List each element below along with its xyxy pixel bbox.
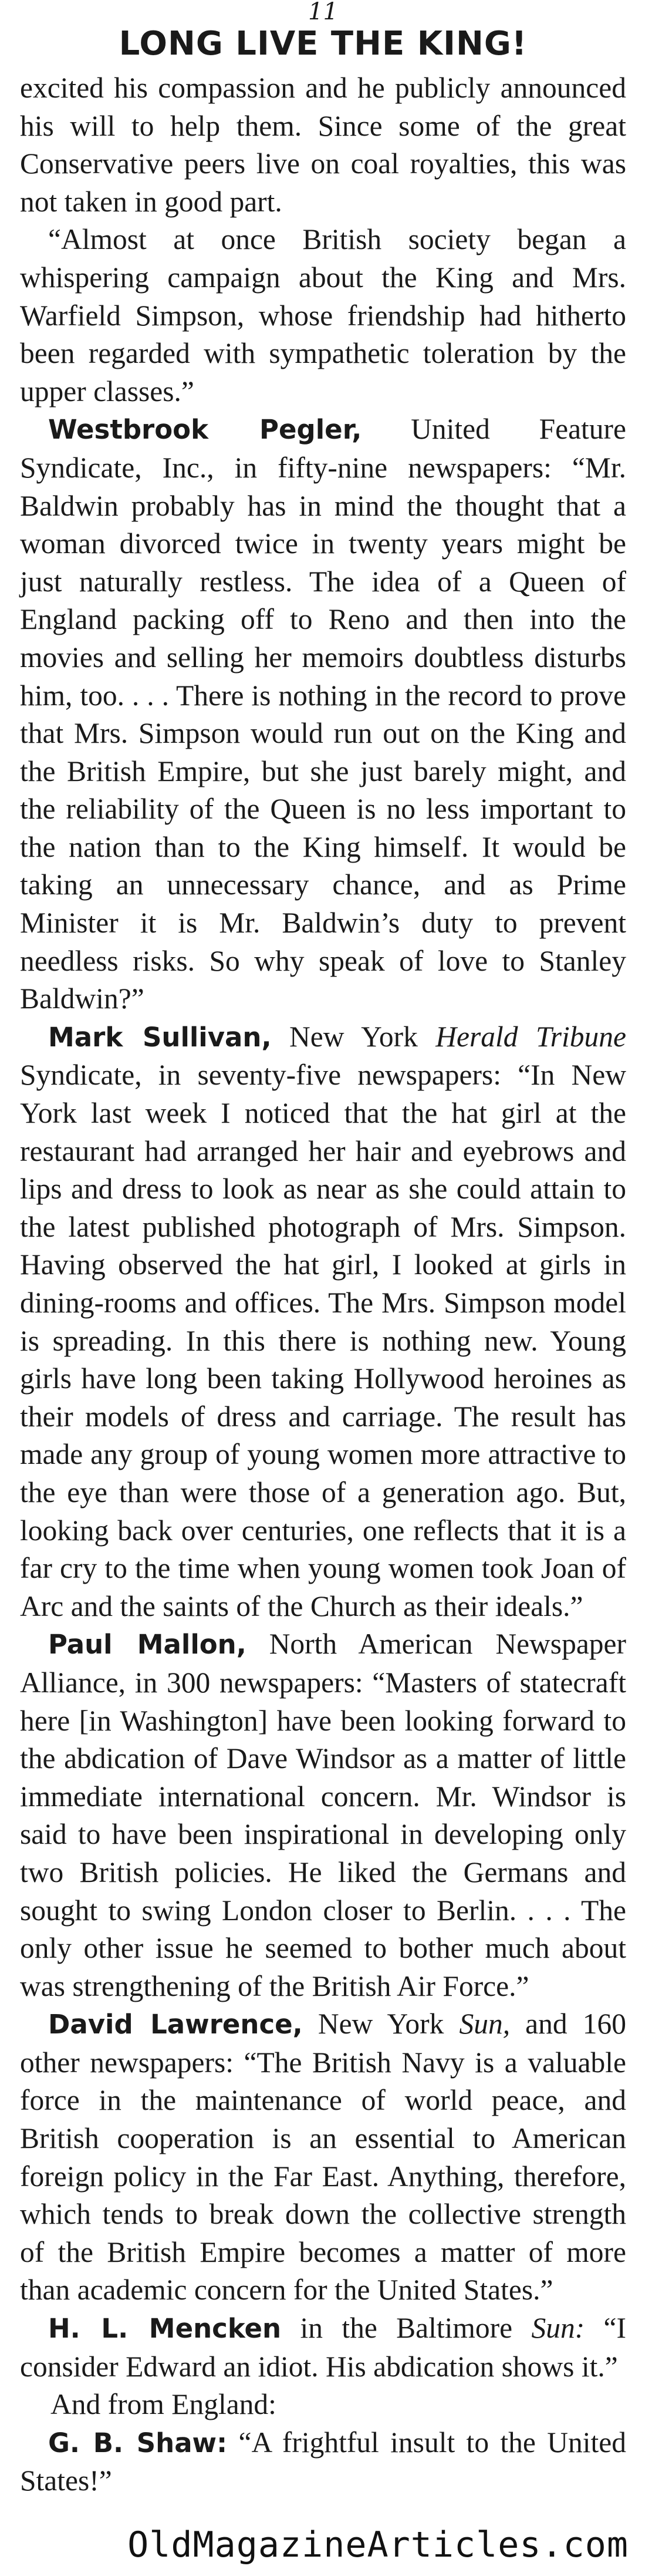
paragraph-continuation: [20, 69, 626, 221]
paragraph-text: And from England:: [50, 2388, 276, 2421]
speaker-name-lawrence: David Lawrence,: [48, 2009, 303, 2040]
paragraph-text: “A frightful insult to the United States!”: [20, 2426, 626, 2497]
paragraph-text: “Almost at once British society began a whispering campaign about the King and Mrs. Warfield Simpson, whose friendship had hitherto been regarded with sympathetic toleration by the upper classes.”: [20, 223, 626, 408]
paragraph-text-before: New York: [302, 2008, 460, 2040]
paragraph-text: North American Newspaper Alliance, in 300 newspapers: “Masters of statecraft here [in Washington] have been looking forward to the abdication of Dave Windsor as a matter of little immediate international concern. Mr. Windsor is said to have been inspirational in developing only two British policies. He liked the Germans and sought to swing London closer to Berlin. . . . The only other issue he seemed to bother much about was strengthening of the British Air Force.”: [20, 1628, 626, 2002]
paragraph-sullivan: [20, 1018, 626, 1626]
article-headline: LONG LIVE THE KING!: [119, 25, 528, 63]
paragraph-intro-england: [50, 2386, 626, 2424]
paragraph-text-before: New York: [271, 1020, 436, 1053]
speaker-name-mencken: H. L. Mencken: [48, 2313, 282, 2345]
paragraph-text: excited his compassion and he publicly announced his will to help them. Since some of the great Conservative peers live on coal royalties, this was not taken in good part.: [20, 72, 626, 218]
paragraph-text: Syndicate, in seventy-five newspapers: “In New York last week I noticed that the hat girl at the restaurant had arranged her hair and eyebrows and lips and dress to look as near as she could attain to the latest published photograph of Mrs. Simpson. Having observed the hat girl, I looked at girls in dining-rooms and offices. The Mrs. Simpson model is spreading. In this there is nothing new. Young girls have long been taking Hollywood heroines as their models of dress and carriage. The result has made any group of young women more attractive to the eye than were those of a generation ago. But, looking back over centuries, one reflects that it is a far cry to the time when young women took Joan of Arc and the saints of the Church as their ideals.”: [20, 1059, 626, 1622]
speaker-name-mallon: Paul Mallon,: [48, 1629, 246, 1661]
paragraph-quote-society: [20, 221, 626, 410]
paragraph-shaw: [20, 2424, 626, 2500]
paragraph-mencken: [20, 2309, 626, 2386]
paragraph-text: and 160 other newspapers: “The British Navy is a valuable force in the maintenance of world peace, and British cooperation is an essential to American foreign policy in the Far East. Anything, therefore, which tends to break down the collective strength of the British Empire becomes a matter of more than academic concern for the United States.”: [20, 2008, 626, 2306]
article-body: [20, 69, 626, 2500]
paragraph-text-before: in the Baltimore: [281, 2312, 532, 2345]
speaker-name-pegler: Westbrook Pegler,: [48, 414, 362, 446]
paragraph-lawrence: [20, 2005, 626, 2309]
publication-name: Sun,: [459, 2008, 511, 2040]
publication-name: Sun:: [531, 2312, 585, 2345]
speaker-name-sullivan: Mark Sullivan,: [48, 1021, 272, 1053]
paragraph-text: United Feature Syndicate, Inc., in fifty-nine newspapers: “Mr. Baldwin probably has in mind the thought that a woman divorced twice in twenty years might be just naturally restless. The idea of a Queen of England packing off to Reno and then into the movies and selling her memoirs doubtless disturbs him, too. . . . There is nothing in the record to prove that Mrs. Simpson would run out on the King and the British Empire, but she just barely might, and the reliability of the Queen is no less important to the nation than to the King himself. It would be taking an unnecessary chance, and as Prime Minister it is Mr. Baldwin’s duty to prevent needless risks. So why speak of love to Stanley Baldwin?”: [20, 413, 626, 1015]
speaker-name-shaw: G. B. Shaw:: [48, 2427, 228, 2459]
page-number: 11: [308, 0, 338, 25]
publication-name: Herald Tribune: [435, 1020, 627, 1053]
paragraph-mallon: [20, 1625, 626, 2005]
site-watermark: OldMagazineArticles.com: [127, 2524, 629, 2565]
paragraph-text: “I consider Edward an idiot. His abdication shows it.”: [20, 2312, 626, 2383]
paragraph-pegler: [20, 410, 626, 1018]
